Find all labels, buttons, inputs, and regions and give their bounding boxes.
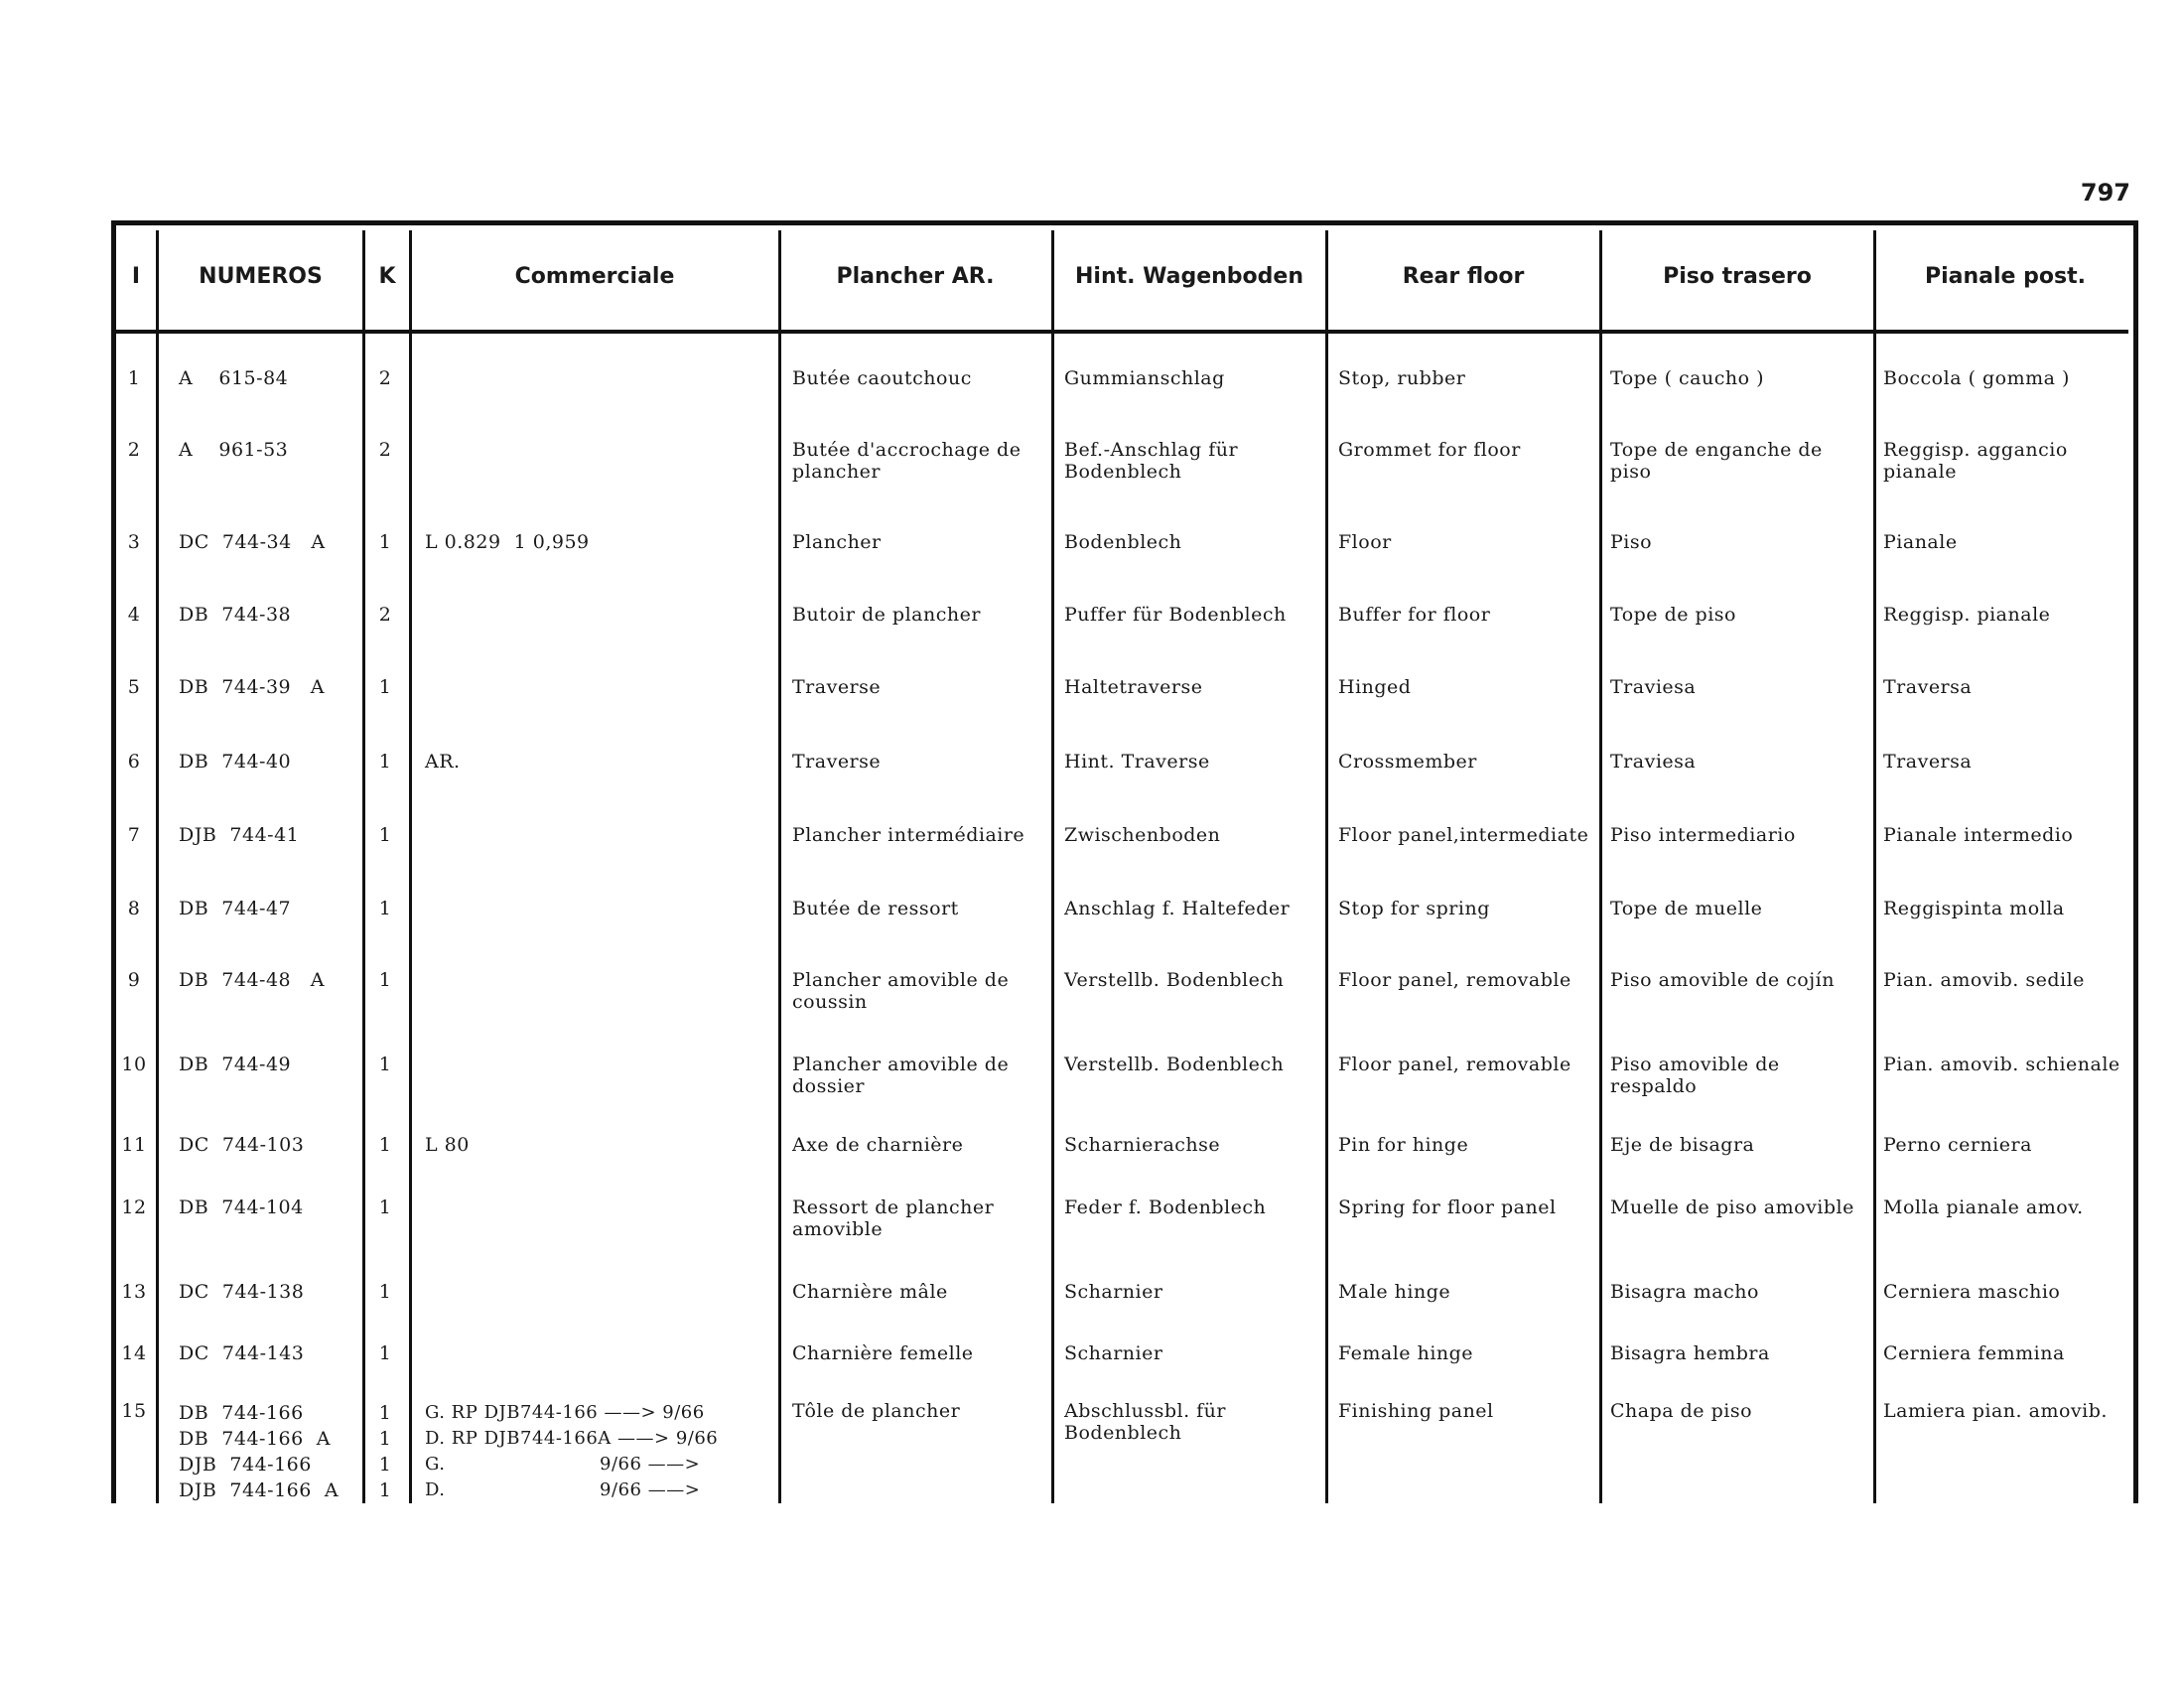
row-index: 1 [127, 367, 141, 389]
header-bottom-border [111, 330, 2128, 334]
desc-spanish: Bisagra macho [1610, 1281, 1759, 1303]
desc-spanish: Chapa de piso [1610, 1400, 1753, 1422]
desc-english: Female hinge [1338, 1342, 1474, 1364]
column-separator [1325, 230, 1328, 1503]
table-left-border [111, 220, 116, 1503]
quantity: 1 [378, 531, 392, 553]
desc-spanish: Piso amovible de respaldo [1610, 1054, 1780, 1097]
part-number: DC 744-103 [179, 1134, 305, 1156]
desc-english: Floor [1338, 531, 1392, 553]
desc-italian: Lamiera pian. amovib. [1883, 1400, 2108, 1422]
commercial-note: L 0.829 1 0,959 [425, 531, 590, 553]
desc-english: Finishing panel [1338, 1400, 1494, 1422]
header-english: Rear floor [1402, 263, 1525, 289]
desc-french: Tôle de plancher [792, 1400, 961, 1422]
part-number: DB 744-47 [179, 898, 292, 919]
desc-english: Buffer for floor [1338, 604, 1491, 626]
commercial-note: L 80 [425, 1134, 470, 1156]
desc-french: Plancher [792, 531, 882, 553]
desc-german: Bodenblech [1064, 531, 1182, 553]
table-right-border [2133, 220, 2138, 1503]
desc-italian: Cerniera maschio [1883, 1281, 2061, 1303]
desc-english: Crossmember [1338, 751, 1477, 773]
part-number: DB 744-40 [179, 751, 292, 773]
column-separator [409, 230, 412, 1503]
desc-french: Traverse [792, 676, 882, 698]
desc-spanish: Traviesa [1610, 676, 1697, 698]
desc-french: Butée d'accrochage de plancher [792, 439, 1022, 483]
desc-french: Axe de charnière [792, 1134, 964, 1156]
desc-german: Scharnier [1064, 1281, 1163, 1303]
row-index: 12 [121, 1196, 147, 1218]
desc-english: Hinged [1338, 676, 1412, 698]
column-separator [362, 230, 365, 1503]
column-separator [778, 230, 781, 1503]
part-number: DC 744-34 A [179, 531, 326, 553]
quantity: 1 [378, 1342, 392, 1364]
part-number: DB 744-38 [179, 604, 292, 626]
header-index: I [131, 263, 141, 289]
desc-italian: Pian. amovib. schienale [1883, 1054, 2120, 1075]
desc-spanish: Tope de piso [1610, 604, 1736, 626]
desc-german: Gummianschlag [1064, 367, 1225, 389]
row-index: 13 [121, 1281, 147, 1303]
quantity: 1 1 1 1 [378, 1402, 392, 1501]
row-index: 5 [127, 676, 141, 698]
desc-spanish: Piso intermediario [1610, 824, 1796, 846]
part-number: DJB 744-41 [179, 824, 300, 846]
desc-french: Butée caoutchouc [792, 367, 972, 389]
header-numeros: NUMEROS [199, 263, 323, 289]
desc-german: Feder f. Bodenblech [1064, 1196, 1267, 1218]
desc-italian: Pianale [1883, 531, 1958, 553]
column-separator [156, 230, 159, 1503]
quantity: 1 [378, 1134, 392, 1156]
header-french: Plancher AR. [836, 263, 995, 289]
desc-german: Zwischenboden [1064, 824, 1221, 846]
desc-spanish: Piso [1610, 531, 1653, 553]
part-number: DC 744-138 [179, 1281, 305, 1303]
part-number: DB 744-48 A [179, 969, 325, 991]
part-number: DB 744-104 [179, 1196, 304, 1218]
header-italian: Pianale post. [1925, 263, 2086, 289]
desc-french: Traverse [792, 751, 882, 773]
desc-german: Haltetraverse [1064, 676, 1203, 698]
part-number: A 961-53 [179, 439, 289, 461]
column-separator [1873, 230, 1876, 1503]
part-number: DB 744-49 [179, 1054, 292, 1075]
desc-italian: Pian. amovib. sedile [1883, 969, 2085, 991]
quantity: 2 [378, 604, 392, 626]
desc-english: Male hinge [1338, 1281, 1451, 1303]
desc-italian: Reggisp. pianale [1883, 604, 2051, 626]
row-index: 3 [127, 531, 141, 553]
desc-french: Plancher intermédiaire [792, 824, 1025, 846]
desc-italian: Cerniera femmina [1883, 1342, 2065, 1364]
commercial-note: G. RP DJB744-166 ——> 9/66 D. RP DJB744-166A ——> 9/66 G. 9/66 ——> D. 9/66 ——> [425, 1402, 719, 1500]
desc-french: Butée de ressort [792, 898, 959, 919]
desc-german: Puffer für Bodenblech [1064, 604, 1287, 626]
row-index: 14 [121, 1342, 147, 1364]
quantity: 1 [378, 969, 392, 991]
row-index: 2 [127, 439, 141, 461]
desc-german: Bef.-Anschlag für Bodenblech [1064, 439, 1239, 483]
desc-english: Floor panel,intermediate [1338, 824, 1589, 846]
desc-italian: Reggispinta molla [1883, 898, 2065, 919]
quantity: 1 [378, 751, 392, 773]
desc-italian: Traversa [1883, 676, 1973, 698]
desc-spanish: Traviesa [1610, 751, 1697, 773]
desc-german: Anschlag f. Haltefeder [1064, 898, 1291, 919]
quantity: 1 [378, 676, 392, 698]
header-commerciale: Commerciale [514, 263, 675, 289]
desc-english: Floor panel, removable [1338, 969, 1571, 991]
row-index: 8 [127, 898, 141, 919]
desc-english: Stop, rubber [1338, 367, 1466, 389]
desc-french: Charnière femelle [792, 1342, 974, 1364]
desc-italian: Boccola ( gomma ) [1883, 367, 2070, 389]
header-k: K [378, 263, 396, 289]
header-spanish: Piso trasero [1663, 263, 1812, 289]
desc-german: Scharnierachse [1064, 1134, 1221, 1156]
row-index: 11 [121, 1134, 147, 1156]
row-index: 9 [127, 969, 141, 991]
column-separator [1051, 230, 1054, 1503]
desc-french: Plancher amovible de coussin [792, 969, 1010, 1013]
page-number: 797 [2080, 179, 2130, 207]
desc-french: Plancher amovible de dossier [792, 1054, 1010, 1097]
quantity: 2 [378, 367, 392, 389]
desc-spanish: Tope ( caucho ) [1610, 367, 1765, 389]
quantity: 1 [378, 824, 392, 846]
desc-french: Ressort de plancher amovible [792, 1196, 995, 1240]
desc-english: Spring for floor panel [1338, 1196, 1557, 1218]
desc-spanish: Piso amovible de cojín [1610, 969, 1835, 991]
desc-english: Floor panel, removable [1338, 1054, 1571, 1075]
desc-italian: Perno cerniera [1883, 1134, 2032, 1156]
quantity: 2 [378, 439, 392, 461]
desc-spanish: Tope de muelle [1610, 898, 1763, 919]
part-number: DC 744-143 [179, 1342, 305, 1364]
table-top-border [111, 220, 2138, 225]
desc-english: Pin for hinge [1338, 1134, 1469, 1156]
row-index: 7 [127, 824, 141, 846]
desc-english: Grommet for floor [1338, 439, 1521, 461]
desc-english: Stop for spring [1338, 898, 1490, 919]
part-number: A 615-84 [179, 367, 289, 389]
desc-french: Charnière mâle [792, 1281, 948, 1303]
desc-spanish: Tope de enganche de piso [1610, 439, 1823, 483]
desc-italian: Molla pianale amov. [1883, 1196, 2084, 1218]
desc-german: Abschlussbl. für Bodenblech [1064, 1400, 1226, 1444]
desc-german: Verstellb. Bodenblech [1064, 969, 1285, 991]
desc-french: Butoir de plancher [792, 604, 981, 626]
desc-german: Scharnier [1064, 1342, 1163, 1364]
desc-italian: Pianale intermedio [1883, 824, 2074, 846]
desc-spanish: Bisagra hembra [1610, 1342, 1770, 1364]
desc-italian: Reggisp. aggancio pianale [1883, 439, 2068, 483]
row-index: 6 [127, 751, 141, 773]
header-german: Hint. Wagenboden [1074, 263, 1303, 289]
column-separator [1599, 230, 1602, 1503]
row-index: 15 [121, 1400, 147, 1422]
quantity: 1 [378, 1281, 392, 1303]
quantity: 1 [378, 1054, 392, 1075]
part-number: DB 744-39 A [179, 676, 325, 698]
quantity: 1 [378, 898, 392, 919]
row-index: 4 [127, 604, 141, 626]
desc-spanish: Muelle de piso amovible [1610, 1196, 1854, 1218]
quantity: 1 [378, 1196, 392, 1218]
row-index: 10 [121, 1054, 147, 1075]
desc-spanish: Eje de bisagra [1610, 1134, 1755, 1156]
part-number: DB 744-166 DB 744-166 A DJB 744-166 DJB 744-166 A [179, 1402, 340, 1501]
desc-german: Hint. Traverse [1064, 751, 1210, 773]
commercial-note: AR. [425, 751, 461, 773]
desc-italian: Traversa [1883, 751, 1973, 773]
desc-german: Verstellb. Bodenblech [1064, 1054, 1285, 1075]
